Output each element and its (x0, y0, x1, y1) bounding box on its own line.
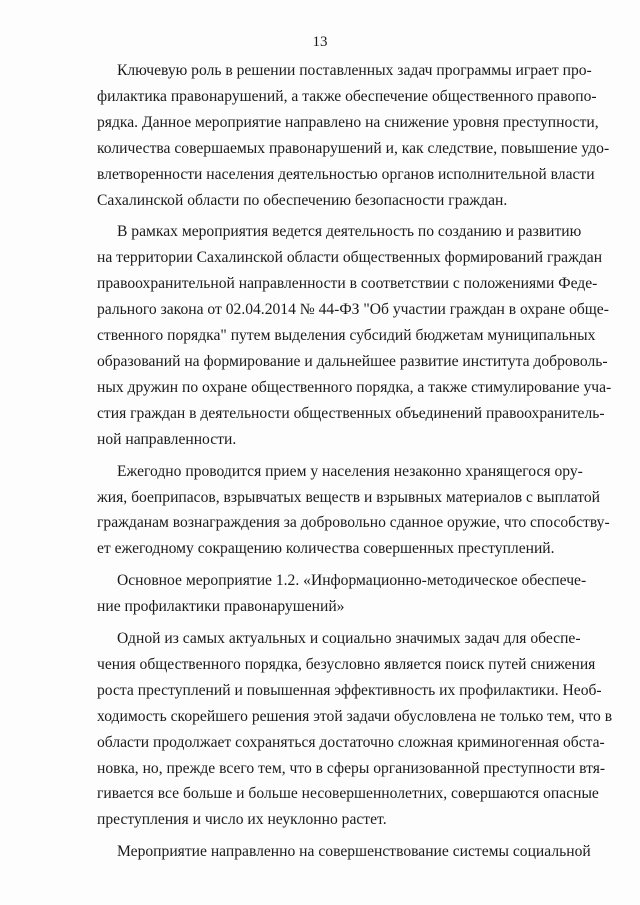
text-line: Мероприятие направленно на совершенствование системы социальной (117, 843, 591, 861)
text-line: ходимость скорейшего решения этой задачи обусловлена не только тем, что в (97, 707, 613, 725)
paragraph-5 (97, 626, 613, 833)
text-line: рядка. Данное мероприятие направлено на снижение уровня преступности, (97, 113, 599, 131)
text-line: Одной из самых актуальных и социально значимых задач для обеспе- (117, 630, 581, 648)
text-line: ет ежегодному сокращению количества совершенных преступлений. (97, 540, 555, 558)
text-line: ние профилактики правонарушений» (97, 598, 345, 616)
text-line: области продолжает сохраняться достаточно сложная криминогенная обста- (97, 733, 605, 751)
text-line: преступления и число их неуклонно растет. (97, 811, 387, 829)
text-line: ной направленности. (97, 430, 237, 448)
text-line: Ключевую роль в решении поставленных задач программы играет про- (117, 62, 592, 79)
text-line: гражданам вознаграждения за добровольно сданное оружие, что способству- (97, 514, 610, 532)
text-line: на территории Сахалинской области общественных формирований граждан (97, 249, 603, 267)
text-line: ных дружин по охране общественного порядка, а также стимулирование уча- (97, 378, 612, 396)
text-line: новка, но, прежде всего тем, что в сферы организованной преступности втя- (97, 759, 606, 777)
page-number: 13 (312, 34, 328, 50)
text-line: гивается все больше и больше несовершеннолетних, совершаются опасные (97, 785, 599, 803)
text-line: Основное мероприятие 1.2. «Информационно-методическое обеспече- (117, 572, 587, 590)
paragraph-3 (97, 459, 610, 563)
text-line: влетворенности населения деятельностью органов исполнительной власти (97, 165, 595, 183)
text-line: рального закона от 02.04.2014 № 44-ФЗ "Об участии граждан в охране обще- (97, 301, 609, 319)
document-body (97, 58, 613, 871)
paragraph-1 (97, 58, 610, 213)
text-line: образований на формирование и дальнейшее развитие института доброволь- (97, 352, 608, 370)
text-line: правоохранительной направленности в соответствии с положениями Феде- (97, 275, 598, 293)
text-line: ственного порядка" путем выделения субсидий бюджетам муниципальных (97, 327, 596, 345)
text-line: роста преступлений и повышенная эффективность их профилактики. Необ- (97, 681, 602, 699)
paragraph-6 (97, 839, 591, 865)
text-line: количества совершаемых правонарушений и, как следствие, повышение удо- (97, 139, 610, 157)
text-line: чения общественного порядка, безусловно является поиск путей снижения (97, 655, 596, 673)
text-line: Сахалинской области по обеспечению безопасности граждан. (97, 191, 508, 209)
paragraph-4-heading (97, 568, 587, 620)
text-line: стия граждан в деятельности общественных объединений правоохранитель- (97, 404, 605, 422)
text-line: Ежегодно проводится прием у населения незаконно хранящегося ору- (117, 462, 583, 480)
paragraph-2 (97, 219, 612, 452)
text-line: жия, боеприпасов, взрывчатых веществ и взрывных материалов с выплатой (97, 488, 601, 506)
text-line: филактика правонарушений, а также обеспечение общественного правопо- (97, 87, 597, 105)
text-line: В рамках мероприятия ведется деятельность по созданию и развитию (117, 223, 582, 241)
